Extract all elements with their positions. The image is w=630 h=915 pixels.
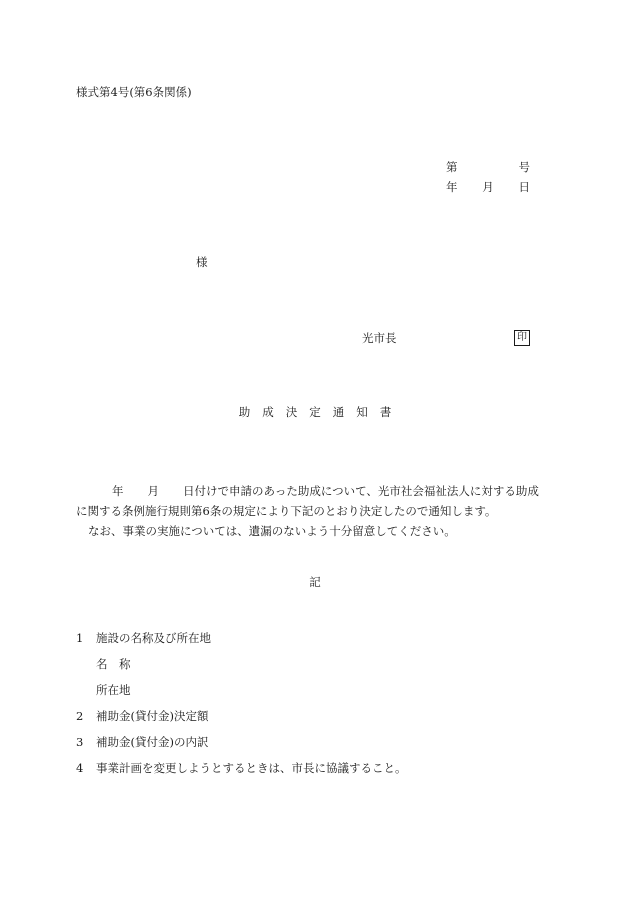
title-char: 書: [379, 405, 392, 419]
body-text: [76, 481, 556, 541]
body-line-2: に関する条例施行規則第6条の規定により下記のとおり決定したので通知します。: [76, 504, 497, 518]
title-char: 知: [356, 405, 368, 419]
list-item: [76, 633, 211, 645]
item-number: 1: [76, 631, 84, 645]
list-item: [76, 711, 208, 723]
seal-stamp: 印: [514, 330, 530, 346]
document-title: [0, 407, 630, 419]
date-month: 月: [482, 180, 494, 194]
issuer-name: 光市長: [362, 331, 397, 345]
item-text: 補助金(貸付金)決定額: [96, 709, 209, 723]
item-text: 事業計画を変更しようとするときは、市長に協議すること。: [96, 761, 407, 775]
body-line-3: なお、事業の実施については、遺漏のないよう十分留意してください。: [88, 524, 456, 538]
list-item: [76, 737, 208, 749]
item-text: 補助金(貸付金)の内訳: [96, 735, 209, 749]
title-char: 成: [262, 405, 274, 419]
item-number: 4: [76, 761, 84, 775]
title-char: 決: [285, 405, 298, 419]
form-label: 様式第4号(第6条関係): [76, 85, 192, 99]
document-date-line: [446, 182, 530, 194]
item-number: 3: [76, 735, 84, 749]
body-line-1-rest: 日付けで申請のあった助成について、光市社会福祉法人に対する助成: [183, 484, 539, 498]
document-number-prefix: 第: [446, 160, 458, 174]
title-char: 通: [332, 405, 345, 419]
body-line-1: [76, 481, 556, 501]
item-number: 2: [76, 709, 84, 723]
sub-item-location: 所在地: [96, 683, 131, 697]
ref-year: 年: [112, 484, 124, 498]
addressee-suffix: 様: [196, 255, 208, 269]
date-day: 日: [518, 180, 530, 194]
document-number-suffix: 号: [518, 160, 530, 174]
sub-item-name: 名 称: [96, 657, 131, 671]
title-char: 助: [238, 405, 251, 419]
date-year: 年: [446, 180, 458, 194]
title-char: 定: [309, 405, 321, 419]
ki-label: 記: [309, 575, 321, 589]
list-item: [76, 763, 407, 775]
document-number-line: [446, 162, 530, 174]
ref-month: 月: [147, 484, 159, 498]
item-text: 施設の名称及び所在地: [96, 631, 211, 645]
